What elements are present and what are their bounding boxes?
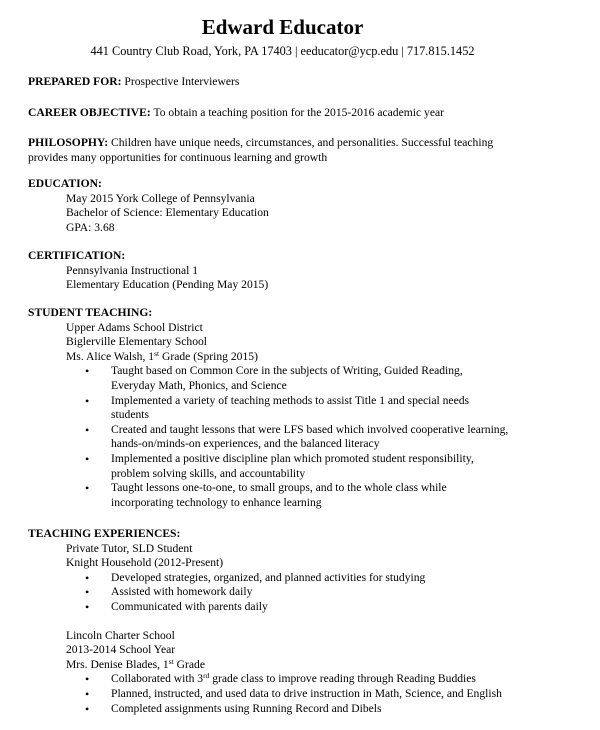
contact-line: 441 Country Club Road, York, PA 17403 | eeducator@ycp.edu | 717.815.1452 [90,44,475,58]
certification-label: CERTIFICATION: [28,249,126,262]
career-objective-text: To obtain a teaching position for the 2015-2016 academic year [153,106,444,119]
student-teaching-bullets [28,364,548,510]
mentor-teacher: Mrs. Denise Blades, 1st Grade [66,656,205,671]
education-line: Bachelor of Science: Elementary Education [66,206,269,220]
list-item: • Taught lessons one-to-one, to small groups, and to the whole class while incorporating technology to enhance learning [104,481,548,510]
list-item: • Planned, instructed, and used data to drive instruction in Math, Science, and English [104,687,548,702]
philosophy-label: PHILOSOPHY: [28,136,109,149]
list-item: • Taught based on Common Core in the subjects of Writing, Guided Reading, Everyday Math, Phonics, and Science [104,364,548,393]
teaching-experiences-label: TEACHING EXPERIENCES: [28,527,181,540]
list-item: • Created and taught lessons that were LFS based which involved cooperative learning, hands-on/minds-on experiences, and the balanced literacy [104,423,548,452]
list-item: • Implemented a variety of teaching methods to assist Title 1 and special needs students [104,394,548,423]
education-section [28,177,548,235]
job1-bullets [28,571,548,615]
mentor-teacher: Ms. Alice Walsh, 1st Grade (Spring 2015) [66,348,258,363]
list-item: • Communicated with parents daily [104,600,548,615]
education-line: May 2015 York College of Pennsylvania [66,191,255,205]
career-objective-label: CAREER OBJECTIVE: [28,106,151,119]
list-item: • Collaborated with 3rd grade class to improve reading through Reading Buddies [104,672,548,687]
teaching-experiences-section [28,527,548,716]
list-item: • Implemented a positive discipline plan which promoted student responsibility, problem solving skills, and accountability [104,452,548,481]
school-name: Lincoln Charter School [66,628,175,642]
list-item: • Assisted with homework daily [104,585,548,600]
certification-section [28,249,548,293]
job-place: Knight Household (2012-Present) [66,556,224,570]
list-item: • Completed assignments using Running Record and Dibels [104,702,548,717]
student-teaching-section [28,306,548,510]
job2-bullets [28,672,548,716]
philosophy-line-1 [28,136,548,151]
school-name: Biglerville Elementary School [66,335,208,349]
career-objective-section [28,106,548,121]
prepared-for-label: PREPARED FOR: [28,75,122,88]
certification-line: Pennsylvania Instructional 1 [66,263,199,277]
certification-line: Elementary Education (Pending May 2015) [66,278,269,292]
education-line: GPA: 3.68 [66,220,115,234]
resume-name: Edward Educator [201,15,364,39]
prepared-for-text: Prospective Interviewers [124,75,240,88]
philosophy-section [28,136,548,165]
school-year: 2013-2014 School Year [66,643,176,657]
prepared-for-section [28,75,548,90]
school-district: Upper Adams School District [66,320,203,334]
education-label: EDUCATION: [28,177,102,190]
philosophy-text-2: provides many opportunities for continuous learning and growth [28,150,328,164]
job-title: Private Tutor, SLD Student [66,541,193,555]
student-teaching-label: STUDENT TEACHING: [28,306,153,319]
philosophy-text-1: Children have unique needs, circumstances, and personalities. Successful teaching [111,136,494,149]
list-item: • Developed strategies, organized, and planned activities for studying [104,571,548,586]
